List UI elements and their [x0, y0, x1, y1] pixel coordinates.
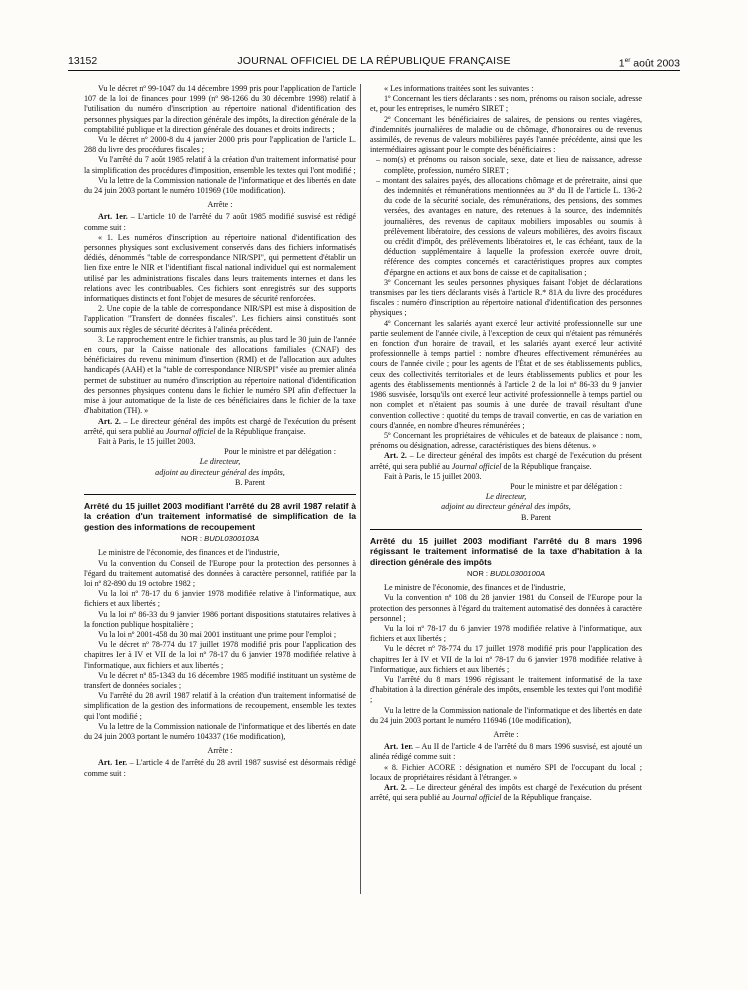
vu-paragraph: Vu le décret nº 2000-8 du 4 janvier 2000 pris pour l'application de l'article L. 288 du livre des procédures fiscales ; — [84, 135, 356, 155]
article-1: Art. 1er. – L'article 4 de l'arrêté du 28 avril 1987 susvisé est désormais rédigé comme suit : — [84, 758, 356, 778]
arrete-heading: Arrête : — [493, 730, 519, 739]
signature-title: adjoint au directeur général des impôts, — [155, 467, 285, 477]
vu-paragraph: Vu la loi nº 78-17 du 6 janvier 1978 modifiée relative à l'informatique, aux fichiers et aux libertés ; — [370, 623, 642, 644]
article-1-para: 3. Le rapprochement entre le fichier transmis, au plus tard le 30 juin de l'année en cours, par la Caisse nationale des allocations familiales (CNAF) des bénéficiaires du revenu minimum d'insertion (RMI) et de l'allocation aux adultes handicapés (AAH) et la "table de correspondance NIR/SPI" visée au premier alinéa permet de substituer au numéro d'inscription au répertoire national d'identification des personnes physiques contenu dans le fichier le numéro SPI afin d'effectuer la mise à jour automatique de la liste de ces bénéficiaires dans le fichier de la taxe d'habitation (TH). » — [84, 334, 356, 416]
signature-title: adjoint au directeur général des impôts, — [441, 502, 571, 512]
article-1: Art. 1er. – L'article 10 de l'arrêté du 7 août 1985 modifié susvisé est rédigé comme suit : — [84, 212, 356, 232]
article-2: Art. 2. – Le directeur général des impôts est chargé de l'exécution du présent arrêté, qui sera publié au Journal officiel de la République française. — [370, 783, 643, 803]
signature-title: Le directeur, — [199, 457, 241, 467]
page-header — [68, 54, 680, 71]
vu-paragraph: Vu la loi nº 86-33 du 9 janvier 1986 portant dispositions statutaires relatives à la fonction publique hospitalière ; — [84, 609, 356, 629]
vu-paragraph: Vu le décret nº 78-774 du 17 juillet 1978 modifié pris pour l'application des chapitres Ier à IV et VII de la loi nº 78-17 du 6 janvier 1978 modifiée relative à l'informatique, aux fichiers et aux libertés ; — [370, 644, 642, 674]
left-column — [84, 84, 356, 779]
fait-a-paris: Fait à Paris, le 15 juillet 2003. — [384, 471, 482, 481]
journal-title: JOURNAL OFFICIEL DE LA RÉPUBLIQUE FRANÇAISE — [237, 55, 511, 67]
minister-line: Le ministre de l'économie, des finances et de l'industrie, — [98, 548, 280, 558]
vu-paragraph: Vu l'arrêté du 7 août 1985 relatif à la création d'un traitement informatisé pour la simplification des procédures d'imposition, ensemble les textes qui l'ont modifié ; — [84, 155, 356, 175]
article-1: Art. 1er. – Au II de l'article 4 de l'arrêté du 8 mars 1996 susvisé, est ajouté un alinéa rédigé comme suit : — [370, 742, 642, 762]
dash-item: – nom(s) et prénoms ou raison sociale, sexe, date et lieu de naissance, adresse complète, profession, numéro SIRET ; — [376, 155, 642, 175]
vu-paragraph: Vu l'arrêté du 8 mars 1996 régissant le traitement informatisé de la taxe d'habitation à la direction générale des impôts, ensemble les textes qui l'ont modifié ; — [370, 674, 642, 705]
item-paragraph: 1º Concernant les tiers déclarants : ses nom, prénoms ou raison sociale, adresse et, pour les entreprises, le numéro SIRET ; — [370, 94, 642, 114]
column-divider — [360, 84, 361, 894]
article-1-para: 2. Une copie de la table de correspondance NIR/SPI est mise à disposition de l'application "Transfert de données fiscales". Les fichiers ainsi constitués sont soumis aux règles de sécurité décrites à l'alinéa précédent. — [84, 304, 356, 334]
section-rule — [84, 494, 356, 495]
section-rule — [370, 529, 642, 530]
page-number: 13152 — [68, 55, 98, 67]
article-1-quote: « 8. Fichier ACORE : désignation et numéro SPI de l'occupant du local ; locaux de propriétaires résidant à l'étranger. » — [370, 762, 642, 782]
signature-delegation: Pour le ministre et par délégation : — [510, 481, 622, 491]
signature-title: Le directeur, — [485, 492, 527, 502]
nor-reference: NOR : BUDL0300103A — [180, 534, 260, 544]
decree-title: Arrêté du 15 juillet 2003 modifiant l'arrêté du 28 avril 1987 relatif à la création d'un traitement informatisé de simplification de la gestion des informations de recoupement — [84, 500, 356, 532]
vu-paragraph: Vu l'arrêté du 28 avril 1987 relatif à la création d'un traitement informatisé de simplification de la gestion des informations de recoupement, ensemble les textes qui l'ont modifié ; — [84, 691, 356, 721]
signature-name: B. Parent — [520, 512, 552, 522]
vu-paragraph: Vu la loi nº 2001-458 du 30 mai 2001 instituant une prime pour l'emploi ; — [98, 629, 337, 639]
arrete-heading: Arrête : — [207, 200, 233, 210]
intro-line: « Les informations traitées sont les suivantes : — [384, 84, 534, 93]
vu-paragraph: Vu le décret nº 85-1343 du 16 décembre 1985 modifié instituant un système de transfert de données sociales ; — [84, 670, 356, 690]
signature-delegation: Pour le ministre et par délégation : — [224, 447, 336, 457]
vu-paragraph: Vu la convention du Conseil de l'Europe pour la protection des personnes à l'égard du traitement automatisé des données à caractère personnel, ratifiée par la loi nº 82-890 du 19 octobre 1982 ; — [84, 558, 356, 588]
vu-paragraph: Vu la lettre de la Commission nationale de l'informatique et des libertés en date du 24 juin 2003 portant le numéro 104337 (16e modification), — [84, 721, 356, 741]
item-paragraph: 4º Concernant les salariés ayant exercé leur activité professionnelle sur une partie seulement de l'année civile, à l'exception de ceux qui n'étaient pas rémunérés en fonction d'un horaire de travail, et les salariés ayant exercé leur activité professionnelle à temps partiel : nombre d'heures effectivement rémunérées au cours de l'année civile ; pour les agents de l'État et de ses établissements publics, ceux des collectivités territoriales et de leurs établissements publics et pour les agents des établissements mentionnés à l'article 2 de la loi nº 86-33 du 9 janvier 1986 susvisée, lorsqu'ils ont exercé leur activité professionnelle à temps partiel ou non complet et n'étaient pas soumis à une durée de travail résultant d'une convention collective : quotité du temps de travail convertie, en cas de variation en cours d'année, en nombre d'heures rémunérées ; — [370, 318, 642, 430]
vu-paragraph: Vu la lettre de la Commission nationale de l'informatique et des libertés en date du 24 juin 2003 portant le numéro 101969 (10e modification). — [84, 175, 356, 196]
arrete-heading: Arrête : — [207, 746, 233, 756]
issue-date: 1er août 2003 — [618, 57, 680, 70]
item-paragraph: 3º Concernant les seules personnes physiques faisant l'objet de déclarations transmises par les tiers déclarants visés à l'article R.* 81A du livre des procédures fiscales : numéro d'inscription au répertoire national d'identification des personnes physiques ; — [370, 277, 642, 318]
vu-paragraph: Vu la loi nº 78-17 du 6 janvier 1978 modifiée relative à l'informatique, aux fichiers et aux libertés ; — [84, 589, 356, 609]
article-2: Art. 2. – Le directeur général des impôts est chargé de l'exécution du présent arrêté, qui sera publié au Journal officiel de la République française. — [84, 416, 357, 436]
item-paragraph: 5º Concernant les propriétaires de véhicules et de bateaux de plaisance : nom, prénoms ou désignation, adresse, caractéristiques des biens détenus. » — [370, 430, 642, 451]
signature-name: B. Parent — [234, 477, 266, 487]
vu-paragraph: Vu la convention nº 108 du 28 janvier 1981 du Conseil de l'Europe pour la protection des personnes à l'égard du traitement automatisé des données à caractère personnel ; — [370, 593, 642, 623]
item-paragraph: 2º Concernant les bénéficiaires de salaires, de pensions ou rentes viagères, d'indemnités journalières de maladie ou de chômage, d'honoraires ou de revenus assimilés, de revenus de valeurs mobilières payés l'année précédente, ainsi que les intermédiaires agissant pour le compte des bénéficiaires : — [370, 114, 642, 155]
fait-a-paris: Fait à Paris, le 15 juillet 2003. — [98, 436, 196, 446]
article-2: Art. 2. – Le directeur général des impôts est chargé de l'exécution du présent arrêté, qui sera publié au Journal officiel de la République française. — [370, 451, 643, 471]
dash-item: – montant des salaires payés, des allocations chômage et de préretraite, ainsi que des indemnités et rémunérations mentionnées au 3º du II de l'article L. 136-2 du code de la sécurité sociale, des rémunérations, des pensions, des sommes versées, des avantages en nature, des retenues à la source, des indemnités journalières, des revenus de capitaux mobiliers imposables ou soumis à prélèvement libératoire, des cessions de valeurs mobilières, des avoirs fiscaux ou crédit d'impôt, des prélèvements libératoires et, le cas échéant, taux de la déduction supplémentaire à laquelle la profession exercée ouvre droit, référence des comptes concernés et caractéristiques propres aux comptes d'épargne en actions et aux bons de caisse et de capitalisation ; — [376, 175, 642, 277]
vu-paragraph: Vu le décret nº 78-774 du 17 juillet 1978 modifié pris pour l'application des chapitres Ier à IV et VII de la loi nº 78-17 du 6 janvier 1978 modifiée relative à l'informatique, aux fichiers et aux libertés ; — [84, 640, 356, 670]
minister-line: Le ministre de l'économie, des finances et de l'industrie, — [384, 583, 566, 593]
article-1-para: « 1. Les numéros d'inscription au répertoire national d'identification des personnes physiques sont exclusivement conservés dans des fichiers informatisés dédiés, dénommés "table de correspondance NIR/SPI", qui permettent d'établir un lien fixe entre le NIR et l'identifiant fiscal national individuel qui est normalement utilisé par les administrations fiscales dans leurs traitements internes et dans les relations avec les contribuables. Ces fichiers sont enregistrés sur des supports informatiques distincts et font l'objet de mesures de sécurité renforcées. — [84, 232, 356, 304]
vu-paragraph: Vu la lettre de la Commission nationale de l'informatique et des libertés en date du 24 juin 2003 portant le numéro 116946 (10e modification), — [370, 705, 642, 725]
right-column — [370, 84, 642, 803]
vu-paragraph: Vu le décret nº 99-1047 du 14 décembre 1999 pris pour l'application de l'article 107 de la loi de finances pour 1999 (nº 98-1266 du 30 décembre 1998) relatif à l'utilisation du numéro d'inscription au répertoire national d'identification des personnes physiques par la direction générale des impôts, la direction générale de la comptabilité publique et la direction générale des douanes et droits indirects ; — [84, 84, 356, 134]
nor-reference: NOR : BUDL0300100A — [466, 568, 546, 578]
decree-title: Arrêté du 15 juillet 2003 modifiant l'arrêté du 8 mars 1996 régissant le traitement informatisé de la taxe d'habitation à la direction générale des impôts — [370, 535, 642, 567]
